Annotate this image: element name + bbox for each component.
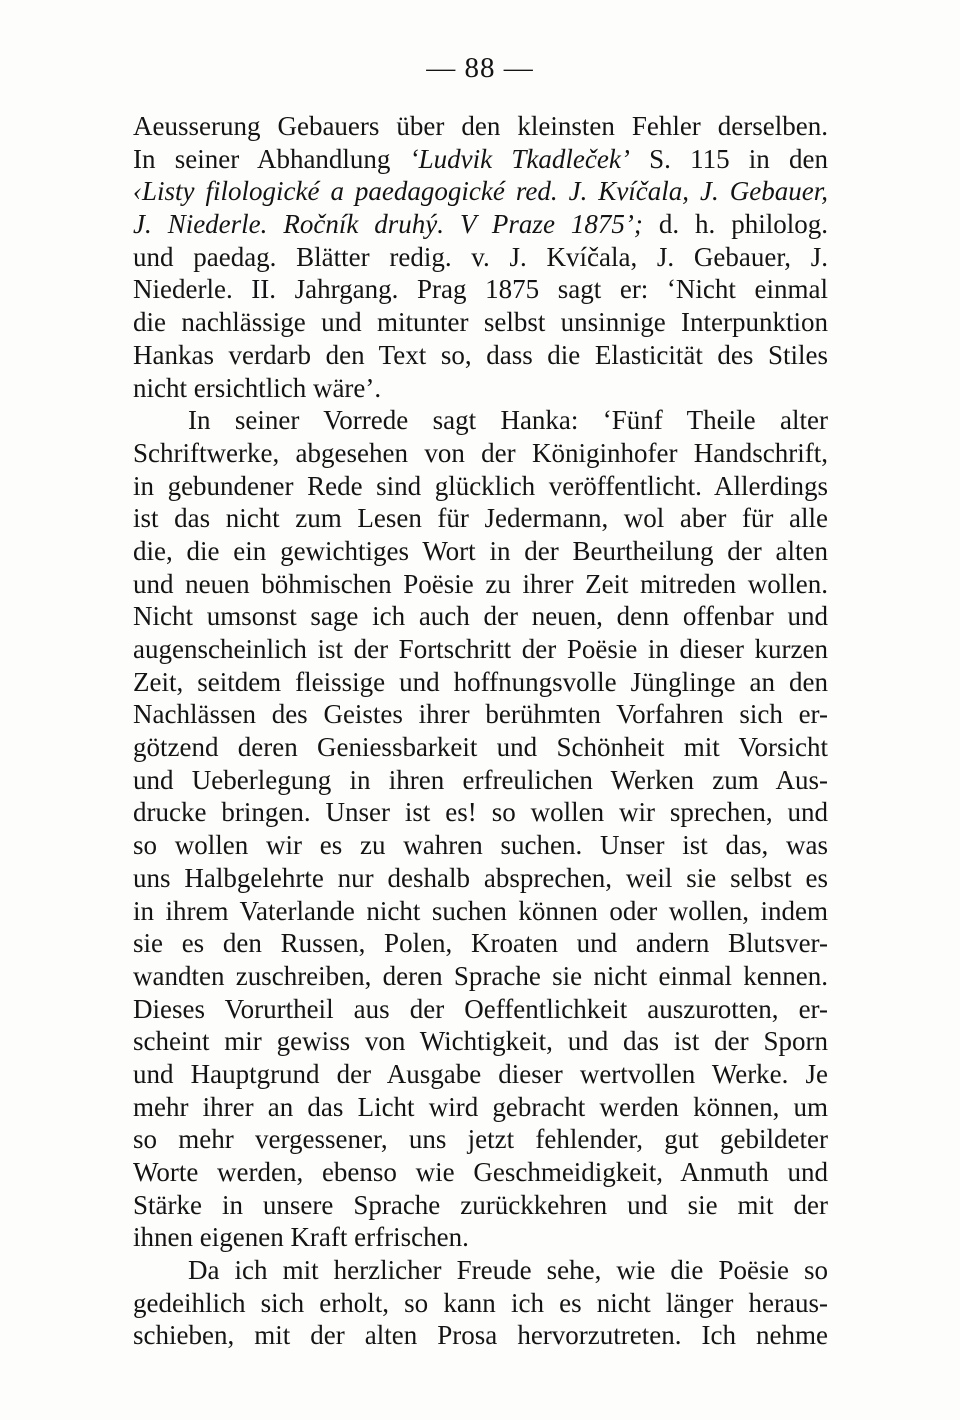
text-segment: die nachlässige und mitunter selbst unsinnige Interpunktion xyxy=(133,307,828,338)
text-segment: so mehr vergessener, uns jetzt fehlender, gut gebildeter xyxy=(133,1124,828,1155)
text-line xyxy=(133,1058,828,1091)
text-segment: Dieses Vorurtheil aus der Oeffentlichkeit auszurotten, er- xyxy=(133,993,828,1024)
text-segment: so wollen wir es zu wahren suchen. Unser ist das, was xyxy=(133,830,828,861)
text-segment: S. 115 in den xyxy=(629,143,829,174)
text-segment: Aeusserung Gebauers über den kleinsten Fehler derselben. xyxy=(133,111,828,141)
text-segment: scheint mir gewiss von Wichtigkeit, und das ist der Sporn xyxy=(133,1026,828,1057)
text-segment: schieben, mit der alten Prosa hervorzutreten. Ich nehme xyxy=(133,1320,828,1351)
text-segment: gedeihlich sich erholt, so kann ich es nicht länger heraus- xyxy=(133,1287,828,1318)
italic-text-segment: ‹Listy filologické a paedagogické red. J. Kvíčala, J. Gebauer, xyxy=(133,176,828,207)
text-line xyxy=(133,143,828,176)
body-text xyxy=(133,110,828,1352)
text-segment: Nicht umsonst sage ich auch der neuen, denn offenbar und xyxy=(133,601,828,632)
text-segment: ist das nicht zum Lesen für Jedermann, wol aber für alle xyxy=(133,503,828,534)
text-segment: uns Halbgelehrte nur deshalb absprechen, weil sie selbst es xyxy=(133,862,828,893)
text-line xyxy=(133,764,828,797)
text-line xyxy=(133,993,828,1026)
text-segment: Schriftwerke, abgesehen von der Königinhofer Handschrift, xyxy=(133,437,828,468)
text-line xyxy=(133,470,828,503)
text-segment: götzend deren Geniessbarkeit und Schönheit mit Vorsicht xyxy=(133,732,828,763)
text-line xyxy=(133,535,828,568)
text-segment: Hankas verdarb den Text so, dass die Elasticität des Stiles xyxy=(133,339,828,370)
text-line xyxy=(133,1091,828,1124)
text-segment: Niederle. II. Jahrgang. Prag 1875 sagt er: ‘Nicht einmal xyxy=(133,274,828,305)
text-segment: Da ich mit herzlicher Freude sehe, wie die Poësie so xyxy=(188,1255,828,1286)
text-line xyxy=(133,568,828,601)
text-line xyxy=(133,600,828,633)
text-segment: mehr ihrer an das Licht wird gebracht werden können, um xyxy=(133,1091,828,1122)
text-line xyxy=(133,1287,828,1320)
text-segment: ihnen eigenen Kraft erfrischen. xyxy=(133,1222,469,1253)
text-segment: sie es den Russen, Polen, Kroaten und andern Blutsver- xyxy=(133,928,828,959)
text-line xyxy=(133,372,828,405)
text-line xyxy=(133,175,828,208)
text-line xyxy=(133,1221,828,1254)
text-line xyxy=(133,829,828,862)
text-segment: Stärke in unsere Sprache zurückkehren und sie mit der xyxy=(133,1189,828,1220)
text-line xyxy=(133,502,828,535)
text-segment: die, die ein gewichtiges Wort in der Beurtheilung der alten xyxy=(133,535,828,566)
text-line xyxy=(133,273,828,306)
text-line xyxy=(133,110,828,143)
page-number: — 88 — xyxy=(426,52,534,84)
text-line xyxy=(133,1189,828,1222)
text-segment: und paedag. Blätter redig. v. J. Kvíčala, J. Gebauer, J. xyxy=(133,241,828,272)
text-line xyxy=(133,862,828,895)
text-line xyxy=(133,666,828,699)
text-segment: Worte werden, ebenso wie Geschmeidigkeit, Anmuth und xyxy=(133,1157,828,1187)
text-line xyxy=(133,927,828,960)
text-line xyxy=(133,1025,828,1058)
text-segment: und Hauptgrund der Ausgabe dieser wertvollen Werke. Je xyxy=(133,1058,828,1089)
text-line xyxy=(133,633,828,666)
text-line xyxy=(133,1156,828,1189)
text-segment: nicht ersichtlich wäre’. xyxy=(133,372,382,403)
text-segment: In seiner Abhandlung xyxy=(133,143,410,174)
italic-text-segment: ‘Ludvik Tkadleček’ xyxy=(409,143,630,174)
text-segment: augenscheinlich ist der Fortschritt der Poësie in dieser kurzen xyxy=(133,634,828,664)
text-line xyxy=(133,306,828,339)
text-line xyxy=(133,1123,828,1156)
text-segment: und neuen böhmischen Poësie zu ihrer Zeit mitreden wollen. xyxy=(133,568,828,599)
text-segment: drucke bringen. Unser ist es! so wollen wir sprechen, und xyxy=(133,797,828,828)
text-line xyxy=(133,208,828,241)
text-segment: Zeit, seitdem fleissige und hoffnungsvolle Jünglinge an den xyxy=(133,666,828,697)
text-line xyxy=(133,437,828,470)
text-line xyxy=(133,404,828,437)
text-segment: d. h. philolog. xyxy=(642,209,828,240)
text-line xyxy=(133,895,828,928)
italic-text-segment: J. Niederle. Ročník druhý. V Praze 1875’; xyxy=(133,209,643,240)
text-line xyxy=(133,796,828,829)
text-line xyxy=(133,1319,828,1352)
text-segment: wandten zuschreiben, deren Sprache sie nicht einmal kennen. xyxy=(133,960,828,991)
text-segment: und Ueberlegung in ihren erfreulichen Werken zum Aus- xyxy=(133,764,828,795)
text-line xyxy=(133,731,828,764)
text-line xyxy=(133,1254,828,1287)
text-line xyxy=(133,339,828,372)
text-segment: In seiner Vorrede sagt Hanka: ‘Fünf Theile alter xyxy=(188,405,828,436)
text-segment: in ihrem Vaterlande nicht suchen können oder wollen, indem xyxy=(133,895,828,926)
text-line xyxy=(133,241,828,274)
text-line xyxy=(133,698,828,731)
text-segment: in gebundener Rede sind glücklich veröffentlicht. Allerdings xyxy=(133,470,828,501)
text-line xyxy=(133,960,828,993)
text-segment: Nachlässen des Geistes ihrer berühmten Vorfahren sich er- xyxy=(133,699,828,730)
